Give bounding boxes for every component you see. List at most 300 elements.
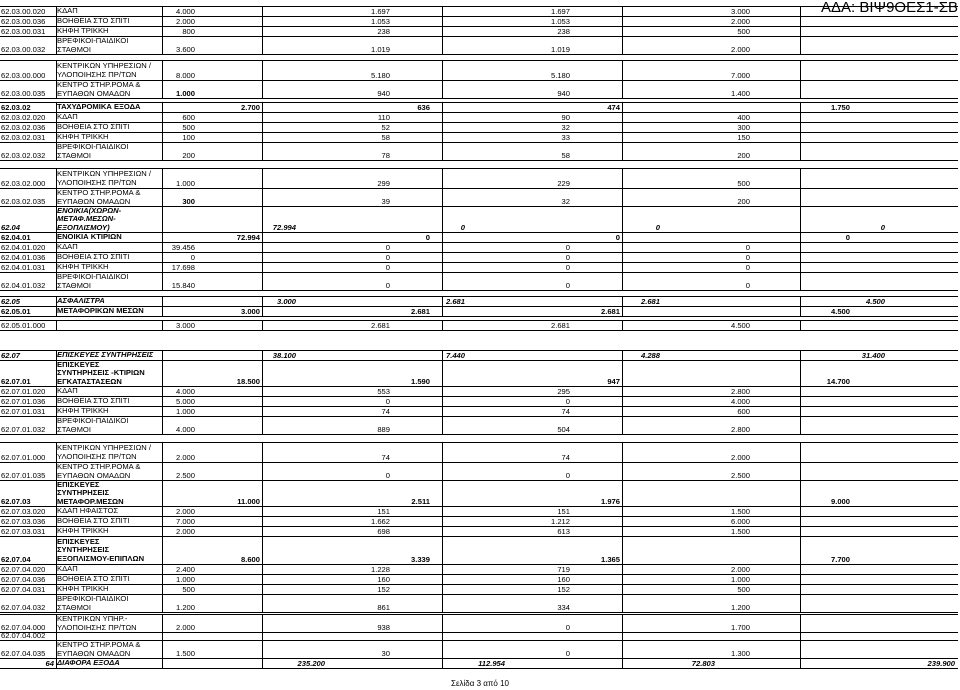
col-line: [442, 564, 443, 574]
amount-col-4: 7.700: [830, 555, 850, 564]
amount-col-3: 74: [561, 407, 570, 416]
amount-col-3: 0: [565, 253, 570, 262]
amount-col-4: 0: [745, 281, 750, 290]
amount-col-4: 1.500: [730, 507, 750, 516]
account-description: ΒΟΗΘΕΙΑ ΣΤΟ ΣΠΙΤΙ: [57, 574, 130, 584]
col-line: [262, 416, 263, 434]
account-description: ΥΛΟΠΟΙΗΣΗΣ ΠΡ/ΤΩΝ: [57, 451, 137, 461]
col-line: [622, 112, 623, 122]
row-line: [0, 668, 958, 669]
col-line: [262, 102, 263, 112]
amount-col-2: 74: [381, 453, 390, 462]
account-code: 62.07.01.020: [1, 387, 46, 396]
col-line: [622, 132, 623, 142]
col-line: [442, 242, 443, 252]
col-line: [622, 168, 623, 188]
account-description: ΒΡΕΦΙΚΟΙ-ΠΑΙΔΙΚΟΙ: [57, 594, 129, 603]
amount-col-4: 0: [745, 253, 750, 262]
account-description: ΚΗΦΗ ΤΡΙΚΚΗ: [57, 526, 109, 536]
col-line: [262, 80, 263, 98]
account-description: ΕΓΚΑΤΑΣΤΑΣΕΩΝ: [57, 376, 122, 386]
amount-col-2: 938: [377, 623, 390, 632]
amount-col-4: 150: [737, 133, 750, 142]
amount-col-1: 18.500: [236, 377, 260, 386]
amount-col-4: 7.000: [730, 71, 750, 80]
account-code: 62.03.00.035: [1, 89, 46, 98]
amount-col-4: 2.000: [730, 565, 750, 574]
account-description: ΚΔΑΠ: [57, 242, 78, 252]
amount-col-1: 235.200: [297, 659, 325, 668]
amount-col-4: 4.000: [730, 397, 750, 406]
account-code: 62.03.02.031: [1, 133, 46, 142]
amount-col-2: 2.681: [410, 307, 430, 316]
amount-col-3: 719: [557, 565, 570, 574]
col-line: [800, 132, 801, 142]
col-line: [800, 632, 801, 640]
amount-col-3: 0: [565, 243, 570, 252]
account-description: ΚΔΑΠ: [57, 112, 78, 122]
amount-col-3: 613: [557, 527, 570, 536]
col-line: [442, 506, 443, 516]
account-code: 62.03.02.020: [1, 113, 46, 122]
col-line: [162, 360, 163, 386]
col-line: [262, 262, 263, 272]
col-line: [622, 252, 623, 262]
account-description: ΣΤΑΘΜΟΙ: [57, 602, 91, 612]
col-line: [442, 632, 443, 640]
amount-col-1: 3.000: [175, 321, 195, 330]
col-line: [262, 632, 263, 640]
account-code: 62.04: [1, 223, 21, 232]
account-description: ΚΕΝΤΡΙΚΩΝ ΥΠΗΡΕΣΙΩΝ /: [57, 61, 151, 70]
account-description: ΔΙΑΦΟΡΑ ΕΞΟΔΑ: [57, 658, 120, 668]
col-line: [162, 102, 163, 112]
amount-col-1: 100: [182, 133, 195, 142]
col-line: [442, 262, 443, 272]
amount-col-4: 1.300: [730, 649, 750, 658]
col-line: [442, 480, 443, 506]
col-line: [800, 594, 801, 612]
col-line: [622, 142, 623, 160]
account-description: ΒΡΕΦΙΚΟΙ-ΠΑΙΔΙΚΟΙ: [57, 416, 129, 425]
col-line: [622, 516, 623, 526]
amount-col-2: 30: [381, 649, 390, 658]
amount-col-3: 74: [561, 453, 570, 462]
amount-col-1: 1.000: [175, 575, 195, 584]
amount-col-2: 160: [377, 575, 390, 584]
col-line: [622, 6, 623, 16]
col-line: [442, 102, 443, 112]
amount-col-2: 2.681: [445, 297, 465, 306]
amount-col-4: 0: [880, 223, 885, 232]
amount-col-4: 1.400: [730, 89, 750, 98]
amount-col-2: 1.228: [370, 565, 390, 574]
account-code: 62.07.01.036: [1, 397, 46, 406]
col-line: [800, 614, 801, 632]
amount-col-4: 200: [737, 197, 750, 206]
col-line: [262, 36, 263, 54]
amount-col-3: 5.180: [550, 71, 570, 80]
row-line: [0, 632, 958, 633]
col-line: [622, 584, 623, 594]
amount-col-4: 1.700: [730, 623, 750, 632]
account-code: 62.07.04.035: [1, 649, 46, 658]
col-line: [800, 526, 801, 536]
amount-col-1: 1.000: [175, 179, 195, 188]
col-line: [442, 320, 443, 330]
col-line: [622, 188, 623, 206]
col-line: [162, 206, 163, 232]
amount-col-2: 112.954: [478, 659, 505, 668]
account-code: 62.04.01.031: [1, 263, 46, 272]
col-line: [800, 252, 801, 262]
col-line: [442, 462, 443, 480]
account-description: ΚΗΦΗ ΤΡΙΚΚΗ: [57, 584, 109, 594]
col-line: [442, 406, 443, 416]
amount-col-2: 1.053: [370, 17, 390, 26]
amount-col-1: 500: [182, 585, 195, 594]
amount-col-3: 1.697: [550, 7, 570, 16]
amount-col-1: 17.698: [171, 263, 195, 272]
amount-col-4: 2.800: [730, 425, 750, 434]
col-line: [442, 142, 443, 160]
amount-col-1: 3.600: [175, 45, 195, 54]
col-line: [442, 6, 443, 16]
account-code: 62.07.04.002: [1, 631, 46, 640]
col-line: [622, 406, 623, 416]
account-code: 62.07.04.000: [1, 623, 46, 632]
col-line: [800, 6, 801, 16]
amount-col-1: 2.000: [175, 17, 195, 26]
row-line: [0, 316, 958, 317]
account-code: 62.03.00.032: [1, 45, 46, 54]
row-line: [0, 206, 958, 207]
account-code: 62.03.02.036: [1, 123, 46, 132]
col-line: [800, 386, 801, 396]
amount-col-2: 0: [460, 223, 465, 232]
col-line: [162, 536, 163, 564]
col-line: [622, 306, 623, 316]
amount-col-4: 2.000: [730, 17, 750, 26]
account-code: 62.07.01.032: [1, 425, 46, 434]
amount-col-3: 1.365: [600, 555, 620, 564]
amount-col-1: 72.994: [236, 233, 260, 242]
amount-col-2: 553: [377, 387, 390, 396]
col-line: [162, 632, 163, 640]
account-code: 64: [45, 659, 54, 668]
col-line: [442, 188, 443, 206]
amount-col-2: 0: [385, 263, 390, 272]
row-line: [0, 612, 958, 613]
col-line: [800, 206, 801, 232]
account-description: ΣΥΝΤΗΡΗΣΕΙΣ: [57, 488, 110, 498]
col-line: [622, 536, 623, 564]
amount-col-2: 58: [381, 133, 390, 142]
account-description: ΚΗΦΗ ΤΡΙΚΚΗ: [57, 132, 109, 142]
amount-col-4: 6.000: [730, 517, 750, 526]
col-line: [800, 516, 801, 526]
amount-col-4: 1.200: [730, 603, 750, 612]
amount-col-4: 2.800: [730, 387, 750, 396]
col-line: [800, 16, 801, 26]
col-line: [622, 480, 623, 506]
col-line: [800, 80, 801, 98]
amount-col-3: 1.053: [550, 17, 570, 26]
account-description: ΒΟΗΘΕΙΑ ΣΤΟ ΣΠΙΤΙ: [57, 16, 130, 26]
amount-col-2: 1.590: [410, 377, 430, 386]
col-line: [800, 574, 801, 584]
account-code: 62.07.04.036: [1, 575, 46, 584]
amount-col-4: 1.500: [730, 527, 750, 536]
amount-col-4: 300: [737, 123, 750, 132]
amount-col-3: 229: [557, 179, 570, 188]
col-line: [442, 536, 443, 564]
col-line: [262, 60, 263, 80]
col-line: [622, 262, 623, 272]
row-line: [0, 98, 958, 99]
amount-col-1: 0: [190, 253, 195, 262]
col-line: [800, 506, 801, 516]
col-line: [162, 296, 163, 306]
account-code: 62.04.01.032: [1, 281, 46, 290]
account-code: 62.07.03.020: [1, 507, 46, 516]
amount-col-1: 4.000: [175, 425, 195, 434]
col-line: [262, 536, 263, 564]
col-line: [262, 614, 263, 632]
col-line: [622, 640, 623, 658]
row-line: [0, 640, 958, 641]
col-line: [622, 416, 623, 434]
col-line: [162, 480, 163, 506]
amount-col-4: 14.700: [826, 377, 850, 386]
col-line: [622, 26, 623, 36]
amount-col-3: 0: [565, 471, 570, 480]
account-description: ΜΕΤΑΦ.ΜΕΣΩΝ-: [57, 214, 116, 224]
amount-col-2: 151: [377, 507, 390, 516]
account-description: ΕΥΠΑΘΩΝ ΟΜΑΔΩΝ: [57, 648, 131, 658]
col-line: [262, 516, 263, 526]
account-code: 62.05.01.000: [1, 321, 46, 330]
amount-col-3: 474: [607, 103, 620, 112]
amount-col-1: 3.000: [240, 307, 260, 316]
amount-col-4: 600: [737, 407, 750, 416]
row-line: [0, 416, 958, 417]
account-code: 62.03.02.032: [1, 151, 46, 160]
amount-col-2: 238: [377, 27, 390, 36]
amount-col-2: 940: [377, 89, 390, 98]
amount-col-2: 52: [381, 123, 390, 132]
row-line: [0, 54, 958, 55]
amount-col-4: 200: [737, 151, 750, 160]
col-line: [162, 658, 163, 668]
col-line: [622, 564, 623, 574]
amount-col-1: 7.000: [175, 517, 195, 526]
row-line: [0, 142, 958, 143]
col-line: [442, 396, 443, 406]
account-description: ΥΛΟΠΟΙΗΣΗΣ ΠΡ/ΤΩΝ: [57, 69, 137, 79]
col-line: [262, 640, 263, 658]
col-line: [442, 232, 443, 242]
account-description: ΕΞΟΠΛΙΣΜΟΥ): [57, 222, 110, 232]
amount-col-3: 1.019: [550, 45, 570, 54]
row-line: [0, 188, 958, 189]
col-line: [262, 574, 263, 584]
amount-col-4: 3.000: [730, 7, 750, 16]
col-line: [800, 60, 801, 80]
amount-col-4: 500: [737, 179, 750, 188]
account-code: 62.03.02.000: [1, 179, 46, 188]
account-description: ΣΥΝΤΗΡΗΣΕΙΣ: [57, 545, 110, 555]
amount-col-1: 4.000: [175, 7, 195, 16]
col-line: [622, 232, 623, 242]
account-description: ΒΟΗΘΕΙΑ ΣΤΟ ΣΠΙΤΙ: [57, 252, 130, 262]
amount-col-3: 160: [557, 575, 570, 584]
col-line: [262, 462, 263, 480]
amount-col-1: 2.700: [240, 103, 260, 112]
col-line: [622, 594, 623, 612]
account-code: 62.07.03.036: [1, 517, 46, 526]
account-code: 62.03.00.031: [1, 27, 46, 36]
row-line: [0, 462, 958, 463]
amount-col-2: 1.662: [370, 517, 390, 526]
col-line: [800, 564, 801, 574]
amount-col-1: 2.000: [175, 453, 195, 462]
amount-col-3: 33: [561, 133, 570, 142]
col-line: [442, 122, 443, 132]
amount-col-2: 110: [377, 113, 390, 122]
row-line: [0, 614, 958, 615]
account-description: ΚΕΝΤΡΙΚΩΝ ΥΠΗΡΕΣΙΩΝ /: [57, 169, 151, 178]
account-code: 62.07.01.000: [1, 453, 46, 462]
account-description: ΒΡΕΦΙΚΟΙ-ΠΑΙΔΙΚΟΙ: [57, 272, 129, 281]
amount-col-2: 1.697: [370, 7, 390, 16]
col-line: [622, 360, 623, 386]
col-line: [162, 306, 163, 316]
account-description: ΚΕΝΤΡΟ ΣΤΗΡ.ΡΟΜΑ &: [57, 80, 141, 89]
col-line: [442, 526, 443, 536]
account-code: 62.05: [1, 297, 21, 306]
amount-col-3: 947: [607, 377, 620, 386]
amount-col-3: 2.681: [600, 307, 620, 316]
account-code: 62.07.04.031: [1, 585, 46, 594]
col-line: [622, 16, 623, 26]
col-line: [800, 188, 801, 206]
col-line: [622, 506, 623, 516]
amount-col-1: 600: [182, 113, 195, 122]
col-line: [800, 442, 801, 462]
amount-col-1: 1.000: [175, 407, 195, 416]
account-description: ΕΞΟΠΛΙΣΜΟΥ-ΕΠΙΠΛΩΝ: [57, 553, 145, 563]
col-line: [56, 320, 57, 330]
amount-col-3: 2.681: [640, 297, 660, 306]
amount-col-1: 2.000: [175, 507, 195, 516]
col-line: [262, 526, 263, 536]
amount-col-3: 0: [565, 281, 570, 290]
amount-col-1: 11.000: [237, 497, 260, 506]
col-line: [442, 584, 443, 594]
amount-col-3: 2.681: [550, 321, 570, 330]
col-line: [800, 36, 801, 54]
account-description: ΚΕΝΤΡΟ ΣΤΗΡ.ΡΟΜΑ &: [57, 462, 141, 471]
col-line: [442, 516, 443, 526]
amount-col-3: 90: [561, 113, 570, 122]
col-line: [262, 320, 263, 330]
amount-col-2: 0: [385, 397, 390, 406]
amount-col-1: 2.000: [175, 527, 195, 536]
col-line: [800, 112, 801, 122]
amount-col-3: 0: [565, 623, 570, 632]
account-description: ΚΕΝΤΡΙΚΩΝ ΥΠΗΡΕΣΙΩΝ /: [57, 443, 151, 452]
amount-col-4: 400: [737, 113, 750, 122]
account-description: ΣΤΑΘΜΟΙ: [57, 424, 91, 434]
col-line: [622, 122, 623, 132]
col-line: [442, 252, 443, 262]
col-line: [442, 26, 443, 36]
amount-col-3: 1.212: [550, 517, 570, 526]
amount-col-1: 8.000: [175, 71, 195, 80]
amount-col-4: 4.500: [730, 321, 750, 330]
amount-col-3: 504: [557, 425, 570, 434]
amount-col-2: 39: [381, 197, 390, 206]
amount-col-1: 72.994: [272, 223, 296, 232]
amount-col-1: 4.000: [175, 387, 195, 396]
account-description: ΕΠΙΣΚΕΥΕΣ: [57, 359, 100, 369]
account-description: ΜΕΤΑΦΟΡΙΚΩΝ ΜΕΣΩΝ: [57, 306, 144, 316]
col-line: [162, 350, 163, 360]
amount-col-1: 8.600: [240, 555, 260, 564]
col-line: [800, 658, 801, 668]
account-description: ΣΥΝΤΗΡΗΣΕΙΣ -ΚΤΙΡΙΩΝ: [57, 368, 145, 378]
amount-col-1: 1.200: [175, 603, 195, 612]
col-line: [800, 640, 801, 658]
account-description: ΚΕΝΤΡΟ ΣΤΗΡ.ΡΟΜΑ &: [57, 640, 141, 649]
amount-col-3: 334: [557, 603, 570, 612]
col-line: [800, 122, 801, 132]
account-description: ΒΟΗΘΕΙΑ ΣΤΟ ΣΠΙΤΙ: [57, 122, 130, 132]
col-line: [622, 442, 623, 462]
account-description: ΒΟΗΘΕΙΑ ΣΤΟ ΣΠΙΤΙ: [57, 396, 130, 406]
col-line: [622, 396, 623, 406]
col-line: [622, 36, 623, 54]
col-line: [622, 320, 623, 330]
col-line: [800, 416, 801, 434]
amount-col-4: 0: [745, 243, 750, 252]
account-description: ΚΗΦΗ ΤΡΙΚΚΗ: [57, 262, 109, 272]
amount-col-1: 2.500: [175, 471, 195, 480]
col-line: [800, 406, 801, 416]
col-line: [262, 442, 263, 462]
row-line: [0, 536, 958, 537]
amount-col-2: 698: [377, 527, 390, 536]
col-line: [442, 574, 443, 584]
amount-col-2: 3.339: [410, 555, 430, 564]
account-code: 62.07.04.020: [1, 565, 46, 574]
col-line: [622, 60, 623, 80]
row-line: [0, 36, 958, 37]
col-line: [442, 306, 443, 316]
amount-col-3: 0: [615, 233, 620, 242]
amount-col-3: 1.976: [600, 497, 620, 506]
col-line: [442, 360, 443, 386]
row-line: [0, 80, 958, 81]
col-line: [262, 272, 263, 290]
col-line: [442, 168, 443, 188]
amount-col-3: 940: [557, 89, 570, 98]
account-description: ΑΣΦΑΛΙΣΤΡΑ: [57, 296, 105, 306]
amount-col-1: 2.000: [175, 623, 195, 632]
account-description: ΣΤΑΘΜΟΙ: [57, 280, 91, 290]
amount-col-4: 4.500: [865, 297, 885, 306]
